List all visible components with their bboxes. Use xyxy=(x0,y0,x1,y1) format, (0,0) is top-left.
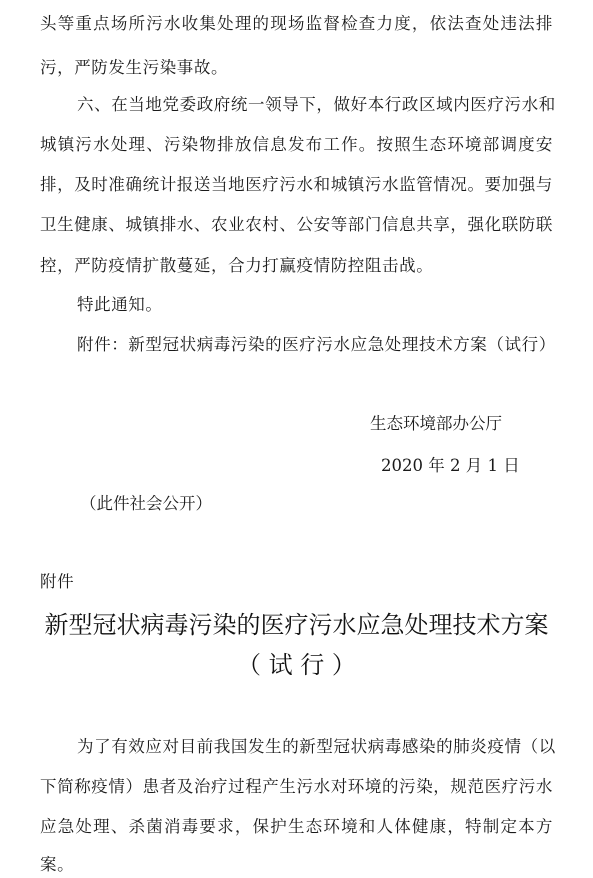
paragraph-line: 应急处理、杀菌消毒要求，保护生态环境和人体健康，特制定本方 xyxy=(40,817,553,836)
paragraph-line: 控，严防疫情扩散蔓延，合力打赢疫情防控阻击战。 xyxy=(40,256,434,275)
attachment-reference: 附件：新型冠状病毒污染的医疗污水应急处理技术方案（试行） xyxy=(77,335,556,354)
paragraph-line: 六、在当地党委政府统一领导下，做好本行政区域内医疗污水和 xyxy=(77,95,556,114)
paragraph-line: 案。 xyxy=(40,855,75,874)
closing-notice: 特此通知。 xyxy=(77,295,163,314)
paragraph-line: 头等重点场所污水收集处理的现场监督检查力度，依法查处违法排 xyxy=(40,14,553,33)
issue-date: 2020 年 2 月 1 日 xyxy=(381,456,520,475)
annex-subtitle: （ 试 行 ） xyxy=(237,651,356,679)
annex-label: 附件 xyxy=(40,572,75,591)
issuing-office: 生态环境部办公厅 xyxy=(370,414,502,433)
public-disclosure-note: （此件社会公开） xyxy=(80,494,212,513)
paragraph-line: 污，严防发生污染事故。 xyxy=(40,58,229,77)
annex-title: 新型冠状病毒污染的医疗污水应急处理技术方案 xyxy=(44,611,549,639)
paragraph-line: 为了有效应对目前我国发生的新型冠状病毒感染的肺炎疫情（以 xyxy=(77,737,556,756)
paragraph-line: 卫生健康、城镇排水、农业农村、公安等部门信息共享，强化联防联 xyxy=(40,215,553,234)
paragraph-line: 排，及时准确统计报送当地医疗污水和城镇污水监管情况。要加强与 xyxy=(40,175,553,194)
paragraph-line: 城镇污水处理、污染物排放信息发布工作。按照生态环境部调度安 xyxy=(40,135,553,154)
paragraph-line: 下简称疫情）患者及治疗过程产生污水对环境的污染，规范医疗污水 xyxy=(40,777,553,796)
